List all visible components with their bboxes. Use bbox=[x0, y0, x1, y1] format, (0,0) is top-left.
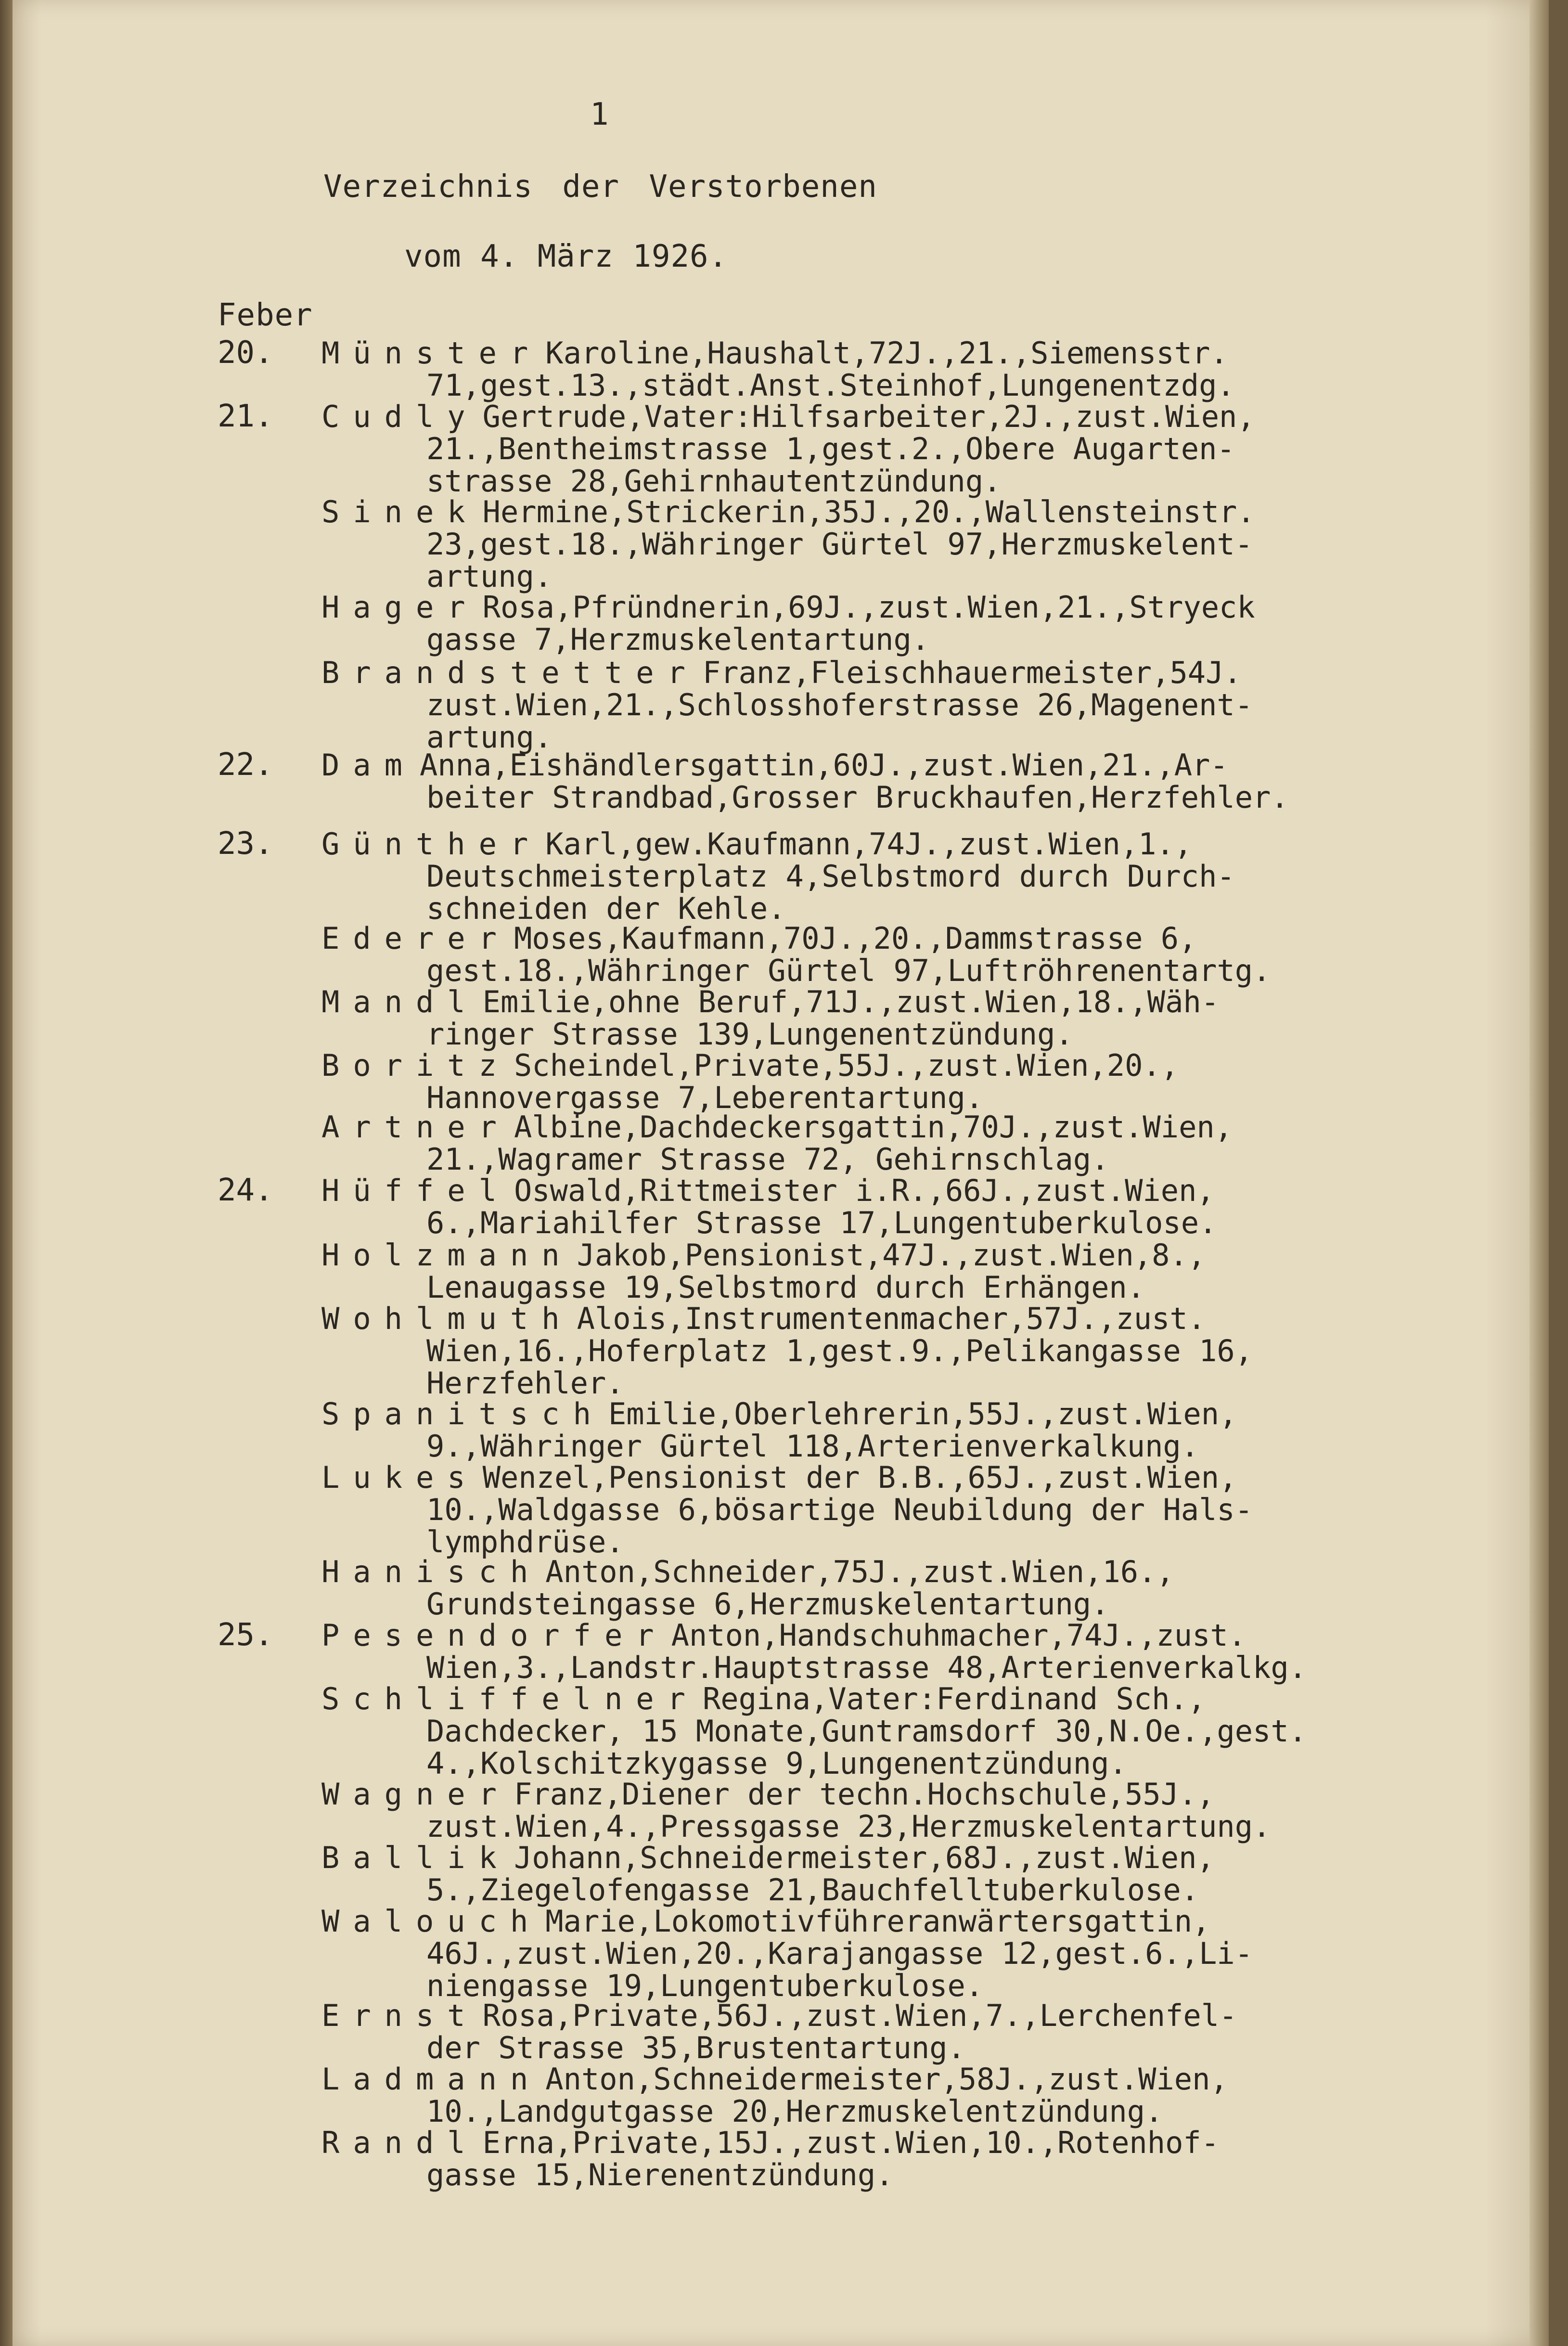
entry-continuation-line: 21.,Wagramer Strasse 72, Gehirnschlag. bbox=[426, 1142, 1109, 1177]
surname: Brandstetter bbox=[321, 655, 699, 690]
surname: Wagner bbox=[321, 1777, 510, 1812]
entry-continuation-line: gest.18.,Währinger Gürtel 97,Luftröhrenentartg. bbox=[426, 953, 1271, 988]
entry-first-line bbox=[321, 1999, 1443, 2032]
entry-continuation-line: 9.,Währinger Gürtel 118,Arterienverkalkung. bbox=[426, 1429, 1199, 1464]
entry-first-line bbox=[321, 657, 1443, 689]
register-entry bbox=[321, 2127, 1443, 2191]
entry-first-line bbox=[321, 1111, 1443, 1143]
surname: Artner bbox=[321, 1109, 510, 1145]
entry-details: Wenzel,Pensionist der B.B.,65J.,zust.Wien, bbox=[482, 1460, 1237, 1495]
entry-first-line bbox=[321, 1461, 1443, 1494]
document-subtitle: vom 4. März 1926. bbox=[404, 239, 728, 274]
date-marker: 25. bbox=[218, 1617, 273, 1653]
entry-first-line bbox=[321, 2063, 1443, 2095]
entry-details: Rosa,Private,56J.,zust.Wien,7.,Lerchenfel- bbox=[482, 1998, 1237, 2033]
surname: Münster bbox=[321, 335, 542, 371]
entry-continuation-line: zust.Wien,4.,Pressgasse 23,Herzmuskelentartung. bbox=[426, 1809, 1271, 1844]
entry-details: Oswald,Rittmeister i.R.,66J.,zust.Wien, bbox=[514, 1173, 1215, 1208]
register-entry bbox=[321, 1999, 1443, 2064]
surname: Ederer bbox=[321, 921, 510, 956]
surname: Hanisch bbox=[321, 1554, 542, 1589]
entry-continuation-line: Grundsteingasse 6,Herzmuskelentartung. bbox=[426, 1586, 1109, 1622]
surname: Schliffelner bbox=[321, 1681, 699, 1716]
entry-first-line bbox=[321, 591, 1443, 623]
surname: Ernst bbox=[321, 1998, 479, 2033]
date-marker: 20. bbox=[218, 335, 273, 371]
book-spine-edge bbox=[0, 0, 13, 2346]
entry-continuation-line: lymphdrüse. bbox=[426, 1524, 624, 1560]
date-marker: 22. bbox=[218, 747, 273, 783]
register-entry bbox=[321, 749, 1443, 813]
entry-details: Anton,Schneider,75J.,zust.Wien,16., bbox=[545, 1554, 1174, 1589]
entry-first-line bbox=[321, 1842, 1443, 1874]
entry-continuation-line: 10.,Landgutgasse 20,Herzmuskelentzündung. bbox=[426, 2094, 1163, 2129]
entry-first-line bbox=[321, 1239, 1443, 1271]
entry-details: Emilie,ohne Beruf,71J.,zust.Wien,18.,Wäh- bbox=[482, 984, 1220, 1019]
register-entry bbox=[321, 986, 1443, 1050]
date-marker: 21. bbox=[218, 399, 273, 434]
entry-details: Jakob,Pensionist,47J.,zust.Wien,8., bbox=[577, 1237, 1206, 1273]
register-entry bbox=[321, 1778, 1443, 1843]
surname: Lukes bbox=[321, 1460, 479, 1495]
register-entry bbox=[321, 1461, 1443, 1558]
entry-continuation-line: schneiden der Kehle. bbox=[426, 891, 786, 926]
entry-details: Karoline,Haushalt,72J.,21.,Siemensstr. bbox=[545, 335, 1228, 371]
entry-details: Alois,Instrumentenmacher,57J.,zust. bbox=[577, 1301, 1206, 1336]
register-entry bbox=[321, 1905, 1443, 2002]
register-entry bbox=[321, 591, 1443, 656]
entry-details: Marie,Lokomotivführeranwärtersgattin, bbox=[545, 1904, 1210, 1939]
entry-continuation-line: Lenaugasse 19,Selbstmord durch Erhängen. bbox=[426, 1270, 1145, 1305]
entry-first-line bbox=[321, 2127, 1443, 2159]
surname: Wohlmuth bbox=[321, 1301, 573, 1336]
register-entry bbox=[321, 1239, 1443, 1303]
entry-continuation-line: gasse 7,Herzmuskelentartung. bbox=[426, 622, 930, 657]
entry-details: Erna,Private,15J.,zust.Wien,10.,Rotenhof- bbox=[482, 2125, 1220, 2160]
register-entry bbox=[321, 400, 1443, 497]
entry-continuation-line: gasse 15,Nierenentzündung. bbox=[426, 2157, 894, 2192]
entry-continuation-line: 10.,Waldgasse 6,bösartige Neubildung der Hals- bbox=[426, 1492, 1253, 1527]
surname: Hager bbox=[321, 590, 479, 625]
register-entry bbox=[321, 1049, 1443, 1114]
entry-details: Karl,gew.Kaufmann,74J.,zust.Wien,1., bbox=[545, 826, 1193, 862]
surname: Sinek bbox=[321, 494, 479, 529]
entry-continuation-line: 6.,Mariahilfer Strasse 17,Lungentuberkulose. bbox=[426, 1205, 1217, 1240]
entry-details: Anton,Schneidermeister,58J.,zust.Wien, bbox=[545, 2062, 1228, 2097]
entry-continuation-line: zust.Wien,21.,Schlosshoferstrasse 26,Magenent- bbox=[426, 687, 1253, 722]
surname: Dam bbox=[321, 748, 416, 783]
register-entry bbox=[321, 657, 1443, 753]
entry-continuation-line: der Strasse 35,Brustentartung. bbox=[426, 2030, 965, 2065]
entry-details: Rosa,Pfründnerin,69J.,zust.Wien,21.,Stryeck bbox=[482, 590, 1255, 625]
entry-continuation-line: Deutschmeisterplatz 4,Selbstmord durch Durch- bbox=[426, 859, 1235, 894]
surname: Spanitsch bbox=[321, 1396, 604, 1431]
entry-details: Hermine,Strickerin,35J.,20.,Wallensteinstr. bbox=[482, 494, 1255, 529]
entry-continuation-line: Dachdecker, 15 Monate,Guntramsdorf 30,N.Oe.,gest. bbox=[426, 1714, 1307, 1749]
entry-first-line bbox=[321, 1174, 1443, 1207]
register-entry bbox=[321, 1619, 1443, 1684]
page-number: 1 bbox=[590, 97, 609, 132]
register-entry bbox=[321, 1556, 1443, 1620]
entry-first-line bbox=[321, 1619, 1443, 1651]
entry-details: Anna,Eishändlersgattin,60J.,zust.Wien,21.,Ar- bbox=[419, 748, 1228, 783]
register-entry bbox=[321, 496, 1443, 593]
entry-continuation-line: niengasse 19,Lungentuberkulose. bbox=[426, 1968, 984, 2003]
surname: Pesendorfer bbox=[321, 1618, 668, 1653]
surname: Günther bbox=[321, 826, 542, 862]
document-title: Verzeichnis der Verstorbenen bbox=[323, 169, 877, 205]
entry-continuation-line: artung. bbox=[426, 720, 553, 755]
entry-continuation-line: 4.,Kolschitzkygasse 9,Lungenentzündung. bbox=[426, 1746, 1127, 1781]
register-entry bbox=[321, 1302, 1443, 1399]
entry-continuation-line: ringer Strasse 139,Lungenentzündung. bbox=[426, 1017, 1073, 1052]
entry-details: Franz,Fleischhauermeister,54J. bbox=[702, 655, 1242, 690]
entry-details: Scheindel,Private,55J.,zust.Wien,20., bbox=[514, 1048, 1179, 1083]
entry-details: Franz,Diener der techn.Hochschule,55J., bbox=[514, 1777, 1215, 1812]
entry-first-line bbox=[321, 828, 1443, 860]
surname: Boritz bbox=[321, 1048, 510, 1083]
entry-details: Anton,Handschuhmacher,74J.,zust. bbox=[671, 1618, 1247, 1653]
entry-continuation-line: Herzfehler. bbox=[426, 1366, 624, 1401]
surname: Ballik bbox=[321, 1840, 510, 1875]
surname: Hüffel bbox=[321, 1173, 510, 1208]
entry-details: Albine,Dachdeckersgattin,70J.,zust.Wien, bbox=[514, 1109, 1233, 1145]
entry-continuation-line: 5.,Ziegelofengasse 21,Bauchfelltuberkulose. bbox=[426, 1872, 1199, 1908]
register-entry bbox=[321, 1111, 1443, 1175]
register-entry bbox=[321, 1683, 1443, 1779]
surname: Randl bbox=[321, 2125, 479, 2160]
entry-details: Gertrude,Vater:Hilfsarbeiter,2J.,zust.Wien, bbox=[482, 399, 1255, 434]
entry-first-line bbox=[321, 922, 1443, 954]
surname: Cudly bbox=[321, 399, 479, 434]
register-entry bbox=[321, 337, 1443, 401]
register-entry bbox=[321, 1842, 1443, 1906]
entry-continuation-line: Wien,3.,Landstr.Hauptstrasse 48,Arterienverkalkg. bbox=[426, 1650, 1307, 1685]
surname: Holzmann bbox=[321, 1237, 573, 1273]
entry-first-line bbox=[321, 1049, 1443, 1082]
entry-continuation-line: 23,gest.18.,Währinger Gürtel 97,Herzmuskelent- bbox=[426, 527, 1253, 562]
page-right-edge bbox=[1529, 0, 1549, 2346]
register-entry bbox=[321, 2063, 1443, 2127]
entry-first-line bbox=[321, 496, 1443, 528]
surname: Ladmann bbox=[321, 2062, 542, 2097]
entry-first-line bbox=[321, 1556, 1443, 1588]
entry-details: Regina,Vater:Ferdinand Sch., bbox=[702, 1681, 1206, 1716]
entry-continuation-line: beiter Strandbad,Grosser Bruckhaufen,Herzfehler. bbox=[426, 780, 1289, 815]
entry-details: Moses,Kaufmann,70J.,20.,Dammstrasse 6, bbox=[514, 921, 1197, 956]
entry-first-line bbox=[321, 749, 1443, 781]
entry-first-line bbox=[321, 1683, 1443, 1715]
register-entry bbox=[321, 1174, 1443, 1239]
entry-continuation-line: 46J.,zust.Wien,20.,Karajangasse 12,gest.6.,Li- bbox=[426, 1936, 1253, 1971]
entry-first-line bbox=[321, 337, 1443, 369]
entry-first-line bbox=[321, 1905, 1443, 1937]
month-heading: Feber bbox=[218, 297, 313, 333]
register-entry bbox=[321, 828, 1443, 925]
register-entry bbox=[321, 922, 1443, 987]
entry-continuation-line: 71,gest.13.,städt.Anst.Steinhof,Lungenentzdg. bbox=[426, 368, 1235, 403]
entry-first-line bbox=[321, 1778, 1443, 1810]
entry-continuation-line: Wien,16.,Hoferplatz 1,gest.9.,Pelikangasse 16, bbox=[426, 1333, 1253, 1368]
date-marker: 24. bbox=[218, 1173, 273, 1208]
entry-details: Emilie,Oberlehrerin,55J.,zust.Wien, bbox=[608, 1396, 1237, 1431]
entry-first-line bbox=[321, 400, 1443, 433]
surname: Mandl bbox=[321, 984, 479, 1019]
entry-continuation-line: strasse 28,Gehirnhautentzündung. bbox=[426, 464, 1002, 499]
date-marker: 23. bbox=[218, 826, 273, 862]
entry-continuation-line: Hannovergasse 7,Leberentartung. bbox=[426, 1080, 984, 1115]
entry-continuation-line: 21.,Bentheimstrasse 1,gest.2.,Obere Augarten- bbox=[426, 431, 1235, 466]
entry-first-line bbox=[321, 986, 1443, 1018]
surname: Walouch bbox=[321, 1904, 542, 1939]
entry-continuation-line: artung. bbox=[426, 559, 553, 594]
entry-first-line bbox=[321, 1398, 1443, 1430]
register-entry bbox=[321, 1398, 1443, 1462]
entry-details: Johann,Schneidermeister,68J.,zust.Wien, bbox=[514, 1840, 1215, 1875]
entry-first-line bbox=[321, 1302, 1443, 1335]
